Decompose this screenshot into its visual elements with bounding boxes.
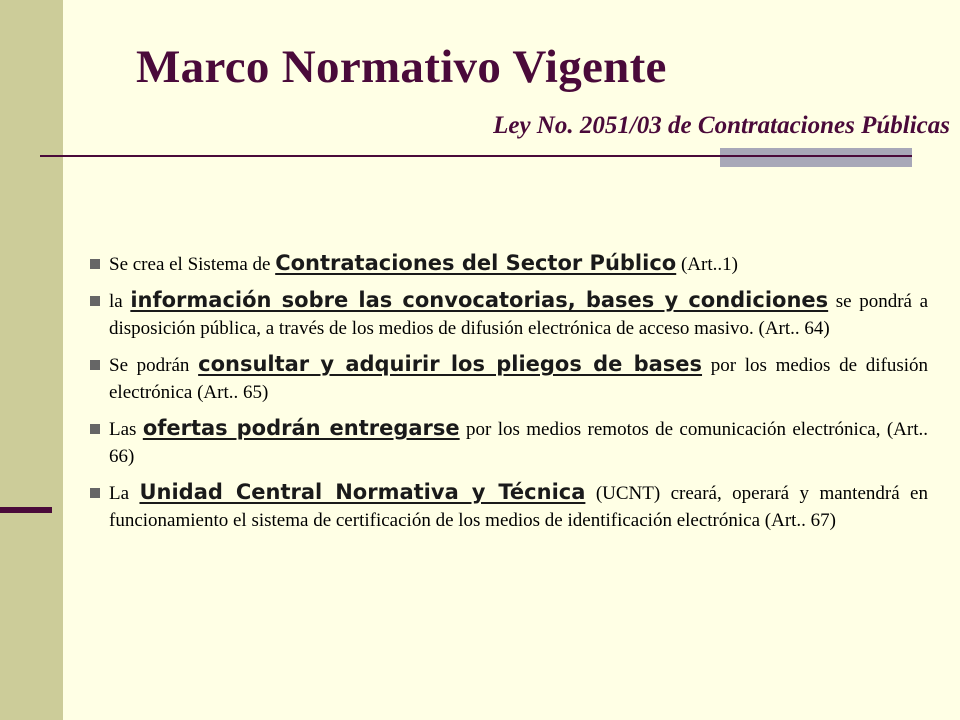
square-bullet-icon bbox=[90, 488, 100, 498]
square-bullet-icon bbox=[90, 259, 100, 269]
bullet-text-post: (Art..1) bbox=[680, 254, 738, 275]
title-rule-line bbox=[40, 155, 912, 157]
title-rule-box bbox=[720, 148, 912, 167]
bullet-item-4 bbox=[88, 415, 928, 470]
bullet-highlight: Contrataciones del Sector Público bbox=[275, 251, 677, 275]
bullet-text-pre: Las bbox=[109, 419, 137, 440]
bullet-highlight: Unidad Central Normativa y Técnica bbox=[139, 480, 586, 504]
bullet-text-post: (UCNT) creará, operará y mantendrá en funcionamiento el sistema de certificación de los medios de identificación electrónica (Art.. 67) bbox=[109, 483, 928, 531]
square-bullet-icon bbox=[90, 360, 100, 370]
bullet-text-post: se pondrá a disposición pública, a través de los medios de difusión electrónica de acceso masivo. (Art.. 64) bbox=[109, 291, 929, 339]
bullet-text-post: por los medios de difusión electrónica (Art.. 65) bbox=[109, 355, 929, 403]
square-bullet-icon bbox=[90, 424, 100, 434]
bullet-highlight: ofertas podrán entregarse bbox=[142, 416, 460, 440]
bullet-text-pre: la bbox=[109, 291, 123, 312]
bullet-text-post: por los medios remotos de comunicación electrónica, (Art.. 66) bbox=[109, 419, 928, 467]
bullet-highlight: información sobre las convocatorias, bases y condiciones bbox=[130, 288, 829, 312]
bullet-item-3 bbox=[88, 351, 928, 406]
square-bullet-icon bbox=[90, 296, 100, 306]
bullet-item-1 bbox=[88, 250, 928, 278]
left-bar-accent-line bbox=[0, 507, 52, 513]
bullet-item-2 bbox=[88, 287, 928, 342]
bullet-text-pre: Se podrán bbox=[109, 355, 190, 376]
bullet-list bbox=[88, 250, 928, 543]
bullet-item-5 bbox=[88, 479, 928, 534]
bullet-text-pre: Se crea el Sistema de bbox=[109, 254, 271, 275]
bullet-highlight: consultar y adquirir los pliegos de bases bbox=[198, 352, 703, 376]
slide-title: Marco Normativo Vigente bbox=[136, 41, 667, 93]
slide-subtitle: Ley No. 2051/03 de Contrataciones Públicas bbox=[493, 112, 950, 139]
bullet-text-pre: La bbox=[109, 483, 130, 504]
left-decorative-bar bbox=[0, 0, 63, 720]
